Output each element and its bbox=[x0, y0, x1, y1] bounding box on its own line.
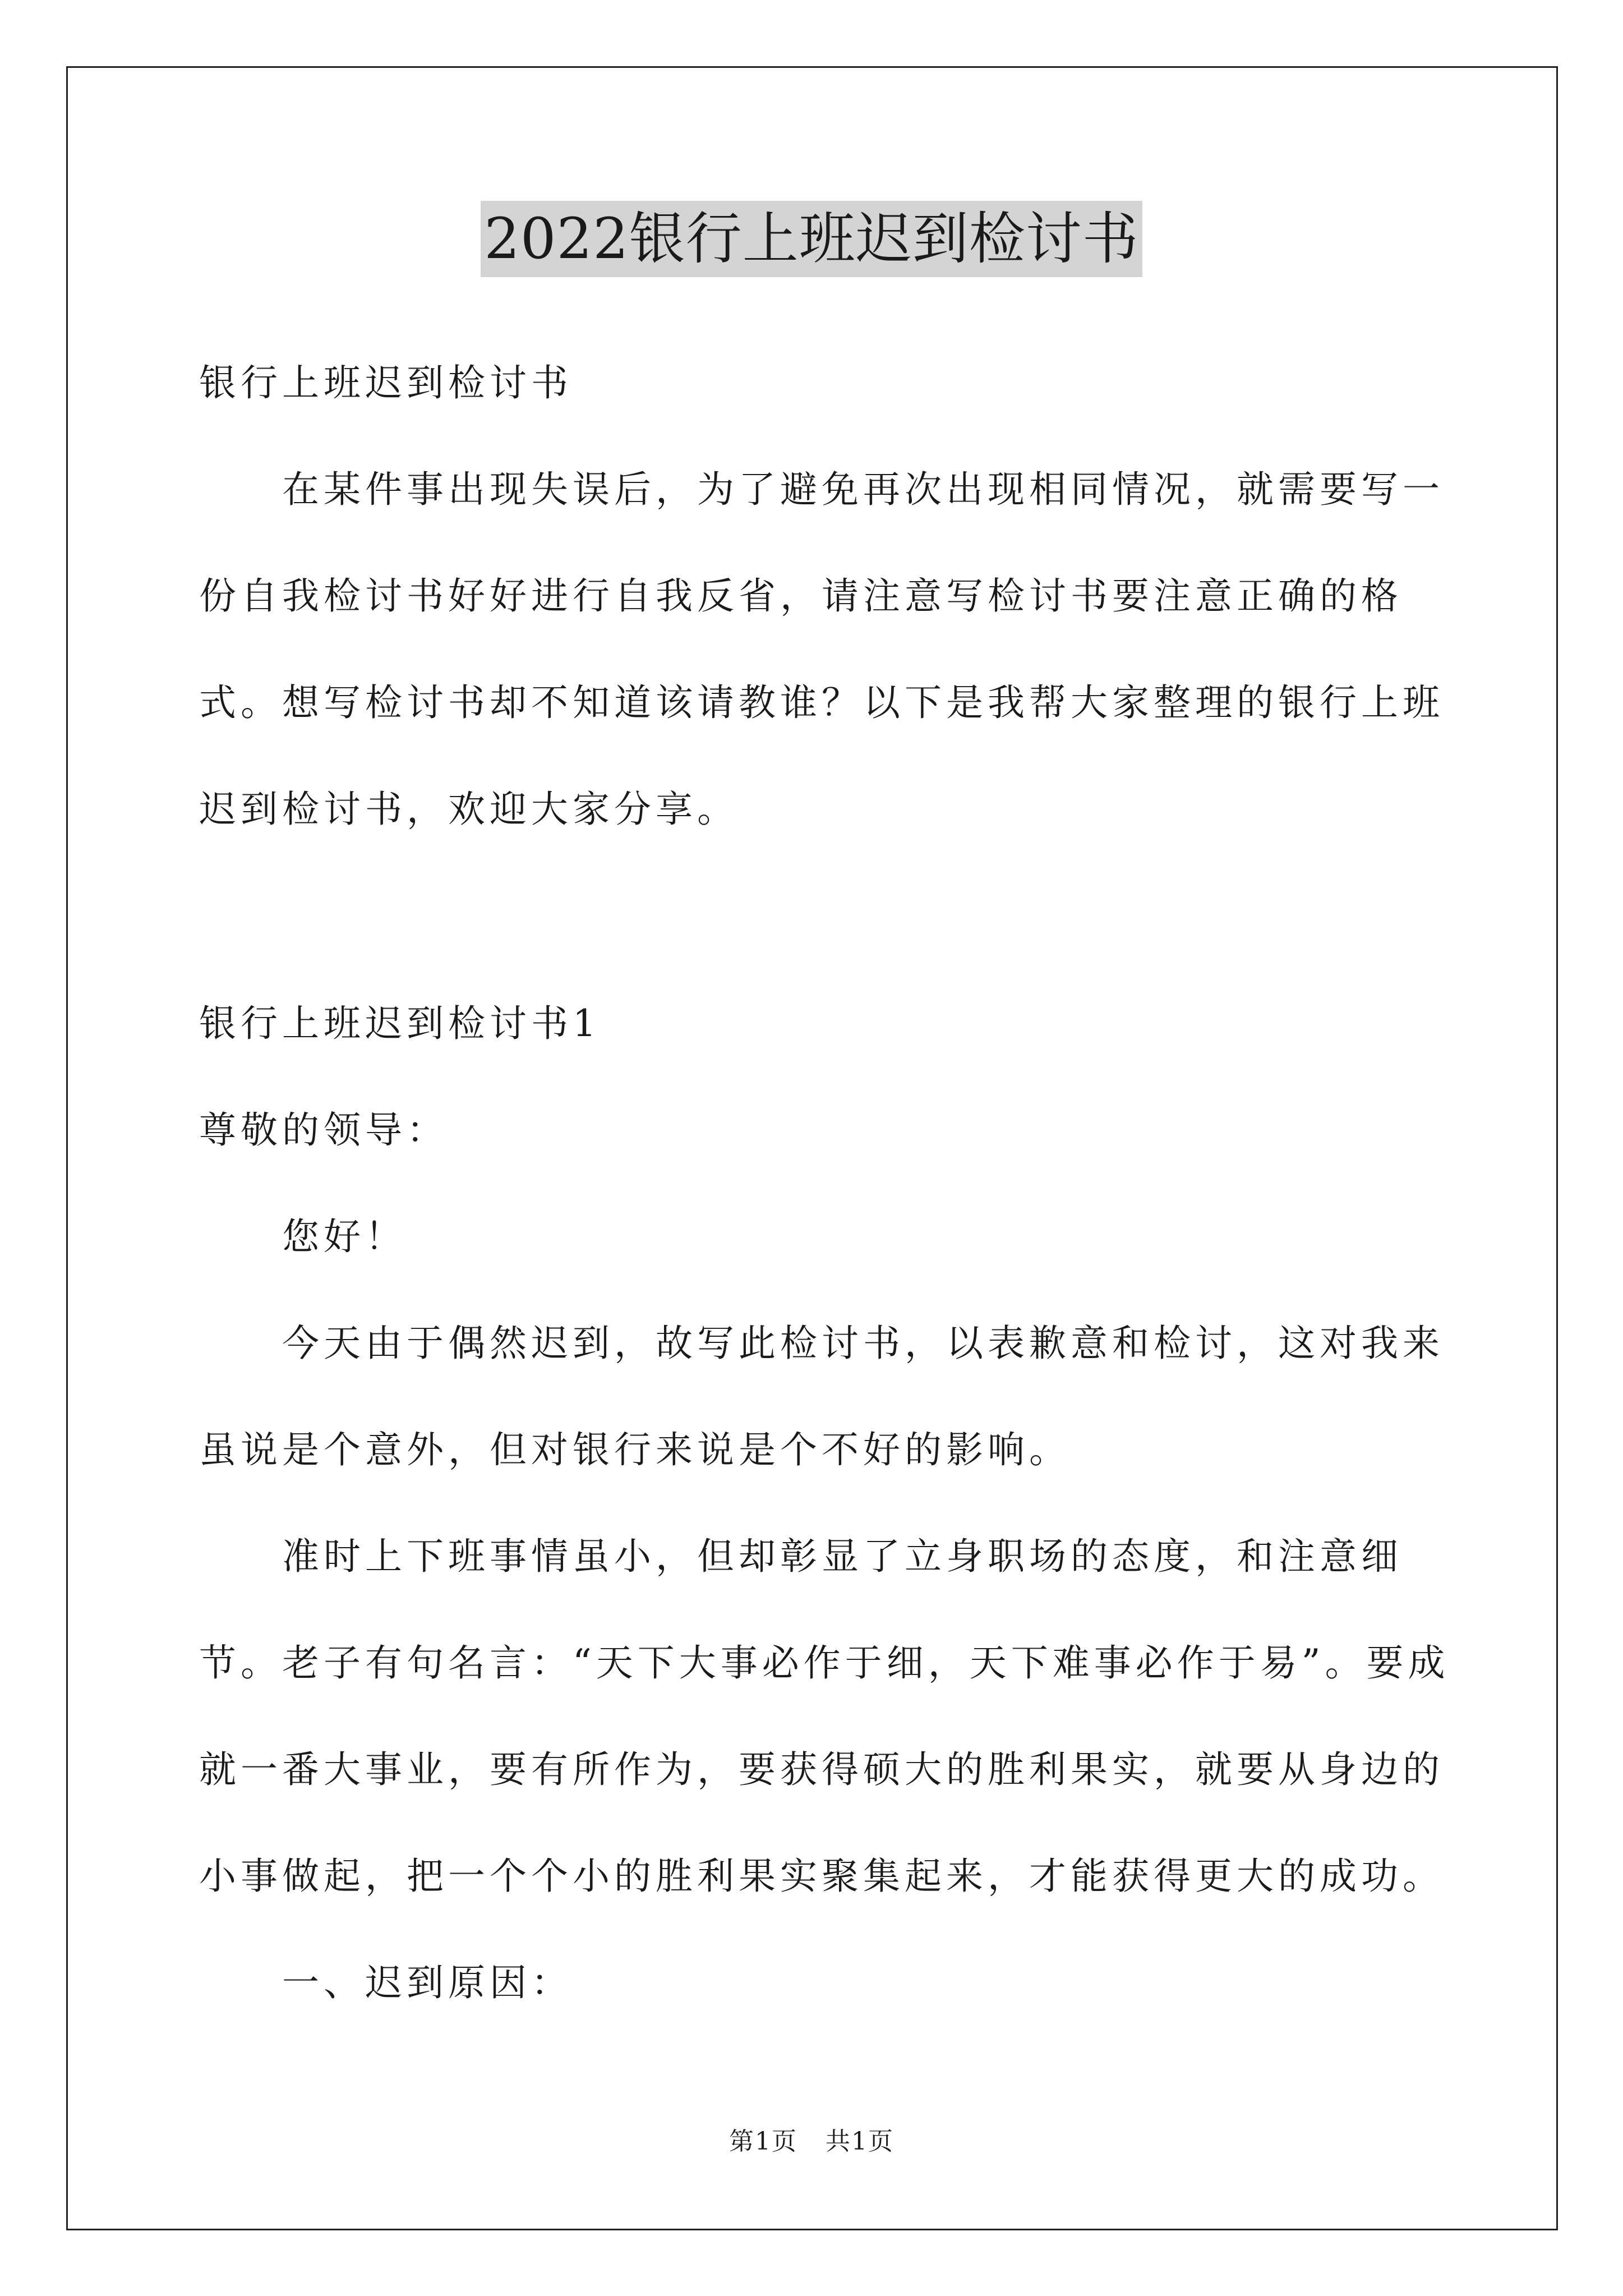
greeting: 您好！ bbox=[282, 1215, 407, 1258]
salutation: 尊敬的领导： bbox=[199, 1108, 448, 1152]
page-total: 共1页 bbox=[826, 2127, 894, 2156]
body-paragraph: 今天由于偶然迟到，故写此检讨书，以表歉意和检讨，这对我来虽说是个意外，但对银行来说是个不好的影响。 bbox=[199, 1322, 1444, 1471]
page-number: 第1页 bbox=[729, 2127, 797, 2156]
list-heading: 一、迟到原因： bbox=[282, 1961, 573, 2004]
body-paragraph: 老子有句名言：“天下大事必作于细，天下难事必作于易”。要成就一番大事业，要有所作为，要获得硕大的胜利果实，就要从身边的小事做起，把一个个小的胜利果实聚集起来，才能获得更大的成功。 bbox=[199, 1641, 1450, 1898]
page-footer bbox=[0, 2125, 1623, 2159]
body-paragraph: 准时上下班事情虽小，但却彰显了立身职场的态度，和注意细节。 bbox=[199, 1535, 1403, 1685]
document-heading: 银行上班迟到检讨书 bbox=[199, 361, 573, 404]
intro-paragraph: 在某件事出现失误后，为了避免再次出现相同情况，就需要写一份自我检讨书好好进行自我反省，请注意写检讨书要注意正确的格式。想写检讨书却不知道该请教谁？以下是我帮大家整理的银行上班迟到检讨书，欢迎大家分享。 bbox=[199, 468, 1444, 831]
document-title: 2022银行上班迟到检讨书 bbox=[481, 201, 1142, 277]
title-container bbox=[0, 201, 1623, 277]
section-title: 银行上班迟到检讨书1 bbox=[199, 1002, 601, 1045]
